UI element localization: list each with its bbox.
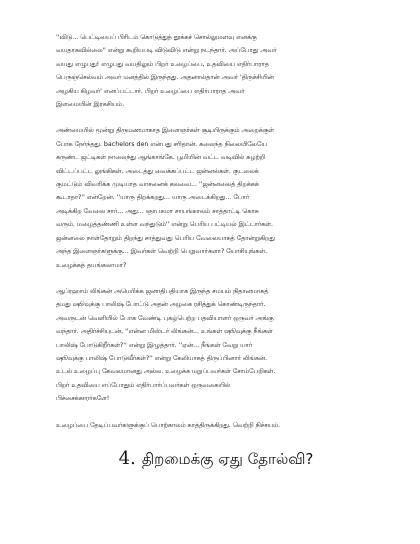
text-line: அவருடன் வெளியில் போக வேண்டி புகழ்பெற்ற பதவியாளர் ஒருவர் அங்கு (56, 314, 274, 322)
paragraph-elderly-man (56, 31, 376, 111)
text-line: போக நேர்ந்தது. bachelors den என்பது சரிதான். கலைந்த நிலையிலேயே (56, 140, 267, 148)
chapter-title: திறமைக்கு ஏது தோல்வி? (141, 449, 314, 468)
text-line: அடிக்கிற வேலை சார்... அது... ஞாபகமா சாயங்காலம் சாத்தாட்டி கொசு (56, 207, 259, 215)
text-line: குமட்டும் விவரிக்க முடியாத வாசனைக் கலவை... ''ஜன்னலைத் திறக்கக் (56, 181, 259, 189)
text-line: தமது ஷூவுக்கு பாலிஷ் போட்டு அதன் அழகை ரசித்துக் கொண்டிருந்தார். (56, 301, 266, 309)
paragraph-conclusion (56, 419, 376, 432)
text-line: கருண்ட ஜட்டிகள் நாலைந்து ஆங்காங்கே. பூமியின் வட்ட வடிவில் சுழற்றி (56, 154, 266, 162)
text-line: கூடாதா?'' என்றேன். ''யாரு திறக்கறது... யாரு அடைக்கிறது... போர் (56, 194, 250, 202)
chapter-number: 4. (118, 447, 136, 469)
text-line: இளமையின் இரகசியம். (56, 101, 125, 109)
paragraph-bachelors-room (56, 124, 376, 271)
text-line: உழைப்பை தேடிப்பவர்களுக்குப் பொற்காலம் காத்திருக்கிறது. வெற்றி நிச்சயம். (56, 421, 281, 429)
text-line: விட்டப்பட்ட லுங்கிகள். அடைத்து வைக்கப்பட்ட ஜன்னல்கள். குடலைக் (56, 167, 259, 175)
text-line: ஷூவுக்கு பாலிஷ் போடுவீர்கள்?'' என்று கேலியாகத் திருப்பினார் லிங்கன். (56, 354, 267, 362)
text-line: பெருஞ்செல்வம் அவர் மனத்தில் இருந்தது. அதனால்தான் அவர் 'திருச்சியின் (56, 74, 274, 82)
text-line: அண்மையில் மூன்று திருமணமாகாத இளைஞர்கள் சூடியிருக்கும் அறைக்குள் (56, 127, 274, 135)
text-line: வயது எழுபது! எழுபது வயதிலும் பிறர் உழைப்பை, உதவியை எதிர்பாராத (56, 60, 269, 68)
text-line: அந்த இளைஞர்களுக்கு... இவர்கள் வெற்றி பெறுவார்களா? யோசியுங்கள். (56, 248, 268, 256)
text-line: ஆப்ரஹாம் லிங்கன் அமெரிக்க ஜனாதிபதியாக இருந்த சமயம் நிதானமாகத் (56, 287, 269, 295)
text-line: பிறர் உதவியை எப்போதும் எதிர்பார்ப்பவர்கள் ஒருவகையில் (56, 381, 231, 389)
text-line: வந்தார். அதிர்ச்சியுடன், ''என்ன மிஸ்டர் லிங்கன்... உங்கள் ஷூவுக்கு நீங்கள் (56, 328, 273, 336)
text-line: வயதாகவில்லை'' என்று கூறியபடி விடுவிடு என்று நடந்தார். அப்போது அவர் (56, 47, 277, 55)
text-line: ஜன்னலை நாள்தோறும் திறந்து சாத்துவது பெரிய வேலையாகத் தோன்றுகிறது (56, 234, 275, 242)
text-line: பாலிஷ் போடுகிறீர்கள்?'' என்று இழுத்தார். ''ஏன்... நீங்கள் வேறு யார் (56, 341, 253, 349)
chapter-heading (56, 449, 376, 469)
text-line: உழைக்கத் தயங்கலாமா? (56, 261, 127, 269)
text-line: வரும். மழைத்தண்ணி உள்ள வந்துடும்'' என்று பெரிய பட்டியல் இட்டார்கள். (56, 221, 273, 229)
text-line: பிச்சைக்காரர்களே! (56, 395, 110, 403)
text-line: அழகிய கிழவர்' எனப்பட்டார். பிறர் உழைப்பை எதிர்பாராத அவர் (56, 87, 245, 95)
text-line: ''விடு... பெட்டியைப் பிரிடம் கொடுத்துத் தூக்கச் சொல்லுமளவு எனக்கு (56, 34, 257, 41)
text-line: உடல் உழைப்பு கேவலமானது அல்ல. உழைக்க மறுப்பவர்கள் சோம்பேறிகள். (56, 368, 276, 376)
paragraph-lincoln (56, 285, 376, 406)
